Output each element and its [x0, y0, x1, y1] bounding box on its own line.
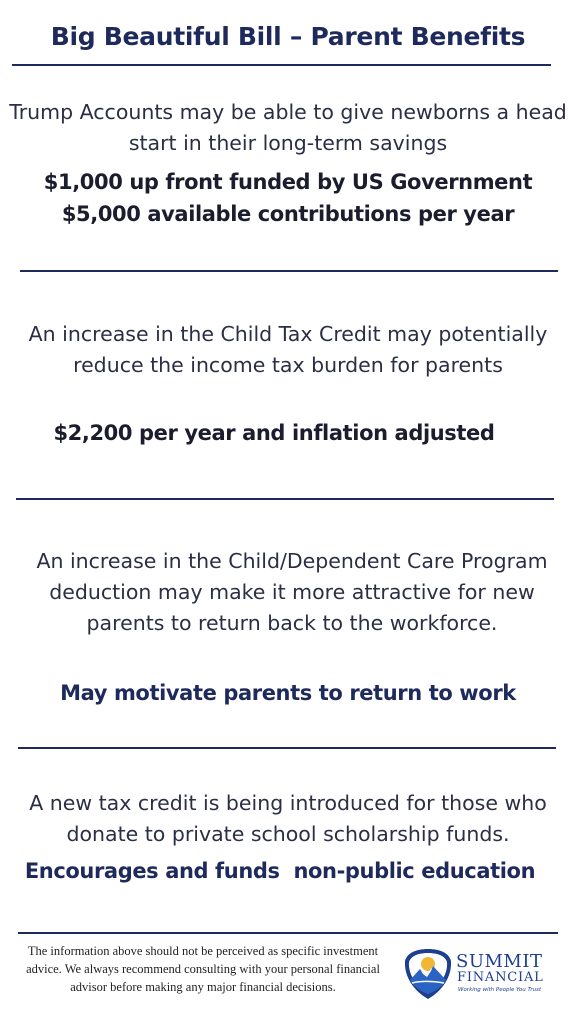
- logo-subname: FINANCIAL: [457, 970, 544, 985]
- section-scholarship-credit-text: A new tax credit is being introduced for those who donate to private school scholarship funds.: [29, 791, 547, 846]
- summit-financial-logo: [402, 947, 562, 1003]
- dependent-care-highlight: May motivate parents to return to work: [60, 681, 516, 705]
- section-divider-1: [20, 270, 558, 272]
- disclaimer-text: The information above should not be perceived as specific investment advice. We always recommend consulting with your personal financial advisor before making any major financial decisions.: [26, 944, 380, 994]
- trump-accounts-highlight-upfront: $1,000 up front funded by US Government: [43, 170, 533, 194]
- footer-divider: [18, 932, 558, 934]
- scholarship-credit-highlight: Encourages and funds non-public education: [24, 859, 536, 883]
- section-trump-accounts-text: Trump Accounts may be able to give newborns a head start in their long-term savings: [9, 100, 567, 155]
- trump-accounts-highlight-contributions: $5,000 available contributions per year: [61, 202, 515, 226]
- section-dependent-care-text: An increase in the Child/Dependent Care Program deduction may make it more attractive for new parents to return back to the workforce.: [36, 549, 548, 635]
- title-divider: [12, 64, 551, 66]
- section-child-tax-credit-text: An increase in the Child Tax Credit may potentially reduce the income tax burden for parents: [28, 322, 548, 377]
- logo-name: SUMMIT: [456, 951, 543, 972]
- summit-shield-icon: [402, 947, 454, 1001]
- section-divider-2: [16, 498, 554, 500]
- logo-tagline: Working with People You Trust: [458, 987, 542, 993]
- page-title: Big Beautiful Bill – Parent Benefits: [50, 22, 526, 51]
- child-tax-credit-highlight: $2,200 per year and inflation adjusted: [53, 421, 495, 445]
- section-divider-3: [18, 747, 556, 749]
